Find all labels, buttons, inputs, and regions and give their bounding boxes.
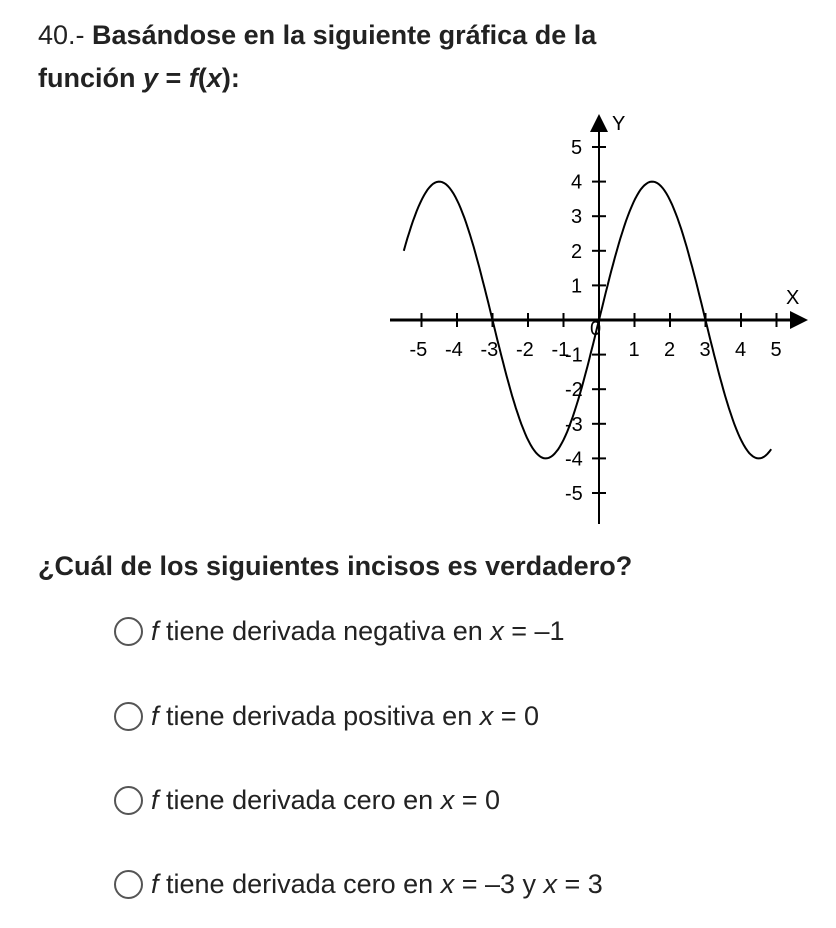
- question-title: [38, 14, 798, 100]
- x-tick-label: 2: [664, 339, 676, 361]
- x-tick-label: 5: [770, 339, 782, 361]
- radio-icon[interactable]: [114, 870, 143, 899]
- radio-icon[interactable]: [114, 702, 143, 731]
- x-tick-label: 3: [699, 339, 711, 361]
- option-2[interactable]: [114, 696, 539, 736]
- y-tick-label: 4: [571, 171, 583, 194]
- y-tick-label: -5: [565, 483, 583, 505]
- x-tick-label: -3: [480, 339, 499, 361]
- x-tick-label: 0: [590, 318, 602, 340]
- function-graph: [376, 108, 830, 540]
- y-tick-label: 5: [571, 137, 583, 159]
- x-axis-arrow: [790, 311, 808, 329]
- question-text-line1: Basándose en la siguiente gráfica de la: [92, 20, 597, 50]
- radio-icon[interactable]: [114, 617, 143, 646]
- x-tick-label: -1: [551, 339, 570, 361]
- radio-icon[interactable]: [114, 786, 143, 815]
- prompt-text: ¿Cuál de los siguientes incisos es verdadero?: [38, 551, 633, 581]
- option-3-label: f tiene derivada cero en x = 0: [151, 784, 500, 815]
- y-tick-label: 1: [571, 275, 583, 298]
- x-tick-label: 4: [735, 339, 747, 361]
- x-tick-label: 1: [628, 339, 640, 361]
- y-tick-label: -3: [565, 413, 583, 436]
- x-tick-label: -4: [445, 339, 463, 361]
- question-number: 40.-: [38, 20, 85, 50]
- y-axis-label: Y: [612, 113, 626, 135]
- y-axis-arrow: [590, 114, 608, 132]
- y-tick-label: -4: [565, 448, 583, 471]
- option-1[interactable]: [114, 611, 565, 651]
- y-tick-label: 2: [571, 240, 583, 263]
- x-tick-label: -2: [516, 339, 534, 361]
- option-1-label: f tiene derivada negativa en x = –1: [151, 615, 565, 646]
- x-tick-label: -5: [409, 339, 428, 361]
- option-3[interactable]: [114, 780, 500, 820]
- y-tick-label: -2: [565, 379, 583, 402]
- option-2-label: f tiene derivada positiva en x = 0: [151, 700, 540, 731]
- x-axis-label: X: [786, 287, 800, 309]
- option-4[interactable]: [114, 864, 603, 904]
- option-4-label: f tiene derivada cero en x = –3 y x = 3: [151, 868, 603, 899]
- function-chart: [376, 108, 830, 540]
- y-tick-label: -1: [565, 344, 583, 367]
- y-tick-label: 3: [571, 206, 583, 229]
- question-text-line2: función y = f(x):: [38, 63, 240, 93]
